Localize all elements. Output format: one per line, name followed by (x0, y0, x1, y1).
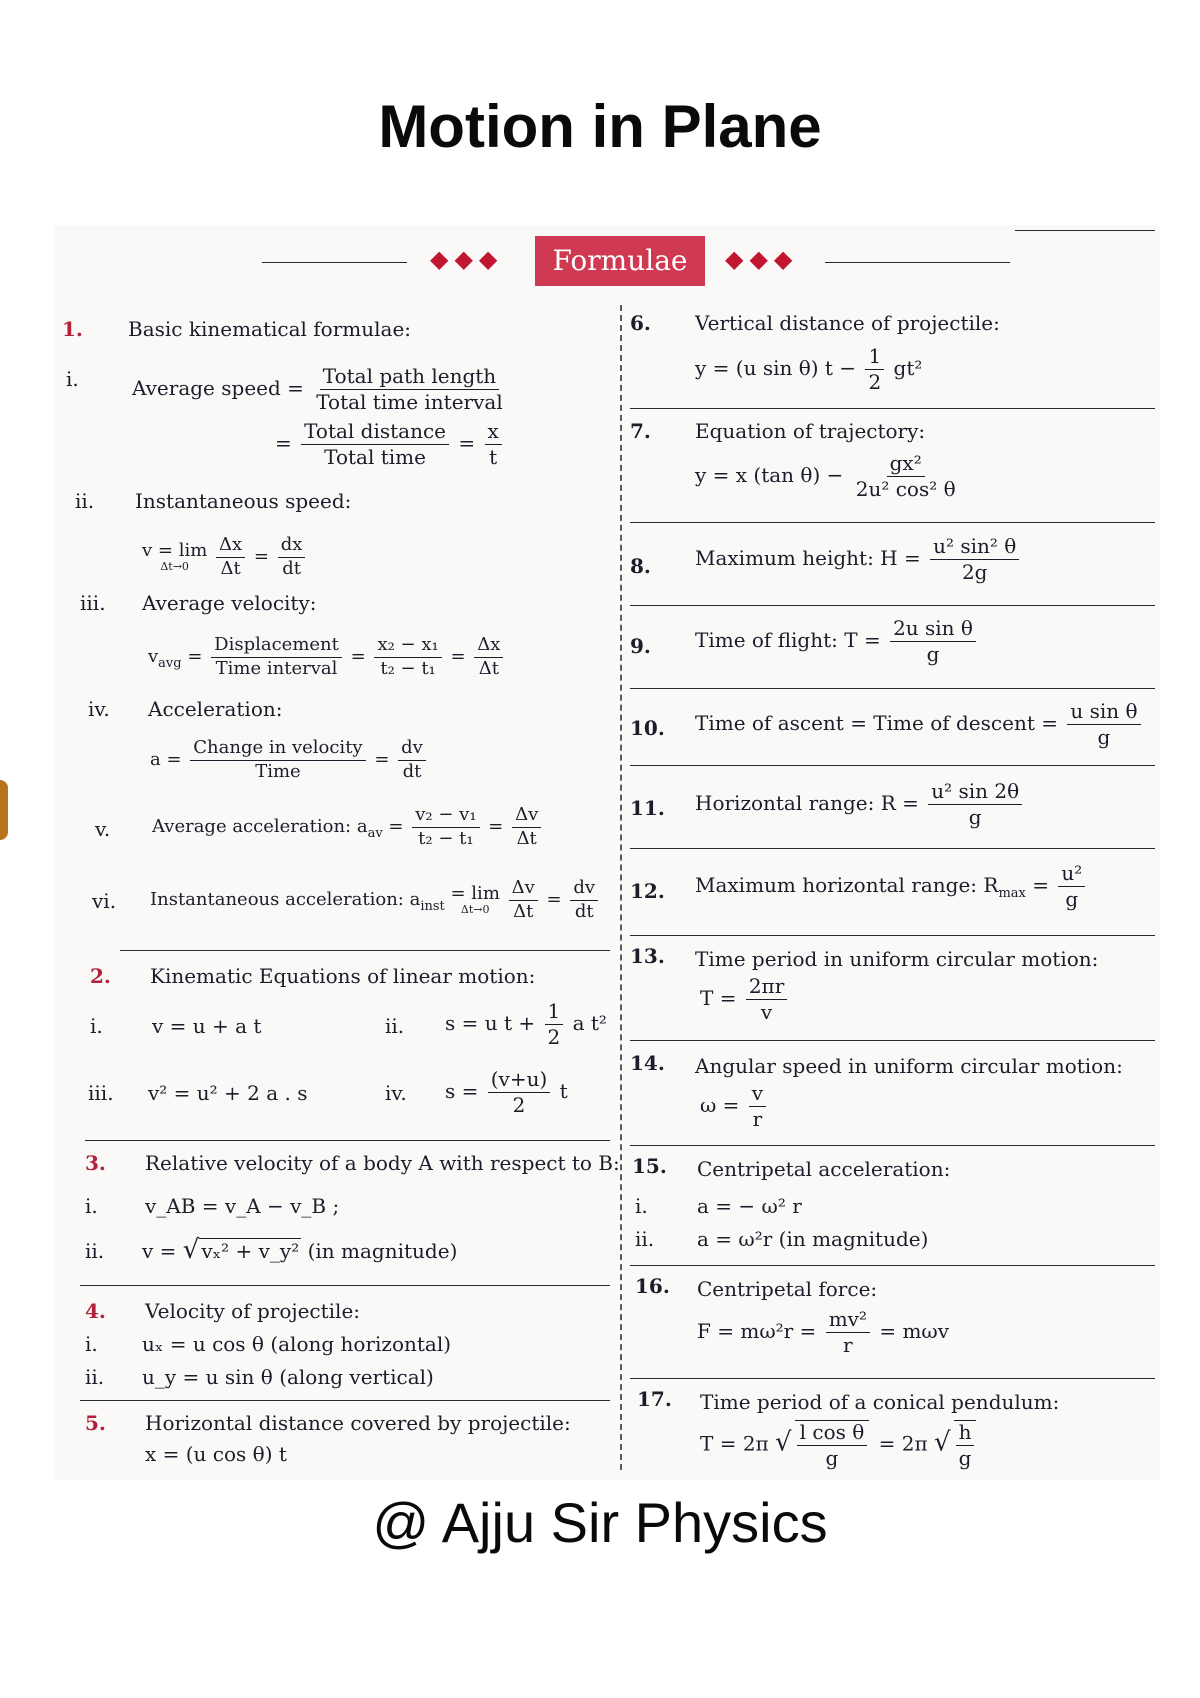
section-divider (630, 848, 1155, 849)
fraction (485, 420, 502, 469)
fraction (930, 535, 1019, 584)
equation-part: (in magnitude) (307, 1239, 458, 1263)
section-divider (120, 950, 610, 951)
formula-label: Maximum height: H = (695, 546, 921, 570)
formula-time-of-flight (695, 617, 979, 666)
numerator: mv² (826, 1308, 870, 1333)
watermark-credit: @ Ajju Sir Physics (372, 1491, 828, 1554)
equation-part: gt² (893, 356, 923, 380)
formula-time-of-ascent (695, 700, 1144, 749)
denominator: Total time (324, 445, 426, 469)
denominator: Time interval (215, 657, 338, 679)
subscript: max (998, 886, 1026, 901)
section-number: 12. (630, 879, 665, 903)
denominator: t₂ − t₁ (380, 657, 436, 679)
formula-maximum-height (695, 535, 1022, 584)
denominator: Δt (478, 657, 499, 679)
formula-instantaneous-acceleration (150, 878, 601, 922)
numerator: dv (570, 878, 598, 901)
equals: = (187, 646, 203, 668)
item-number: iv. (385, 1081, 407, 1105)
item-number: i. (85, 1194, 98, 1218)
section-divider (85, 1140, 610, 1141)
numerator: x (485, 420, 502, 445)
formula-vertical-distance (695, 345, 922, 394)
item-number: i. (66, 367, 79, 391)
numerator: dx (278, 535, 306, 558)
section-number: 7. (630, 419, 651, 443)
numerator: (v+u) (488, 1068, 551, 1093)
equation-part: a t² (572, 1011, 607, 1035)
section-number: 9. (630, 634, 651, 658)
denominator: g (968, 805, 982, 829)
formula-vertical-velocity: u_y = u sin θ (along vertical) (142, 1365, 434, 1389)
fraction (746, 975, 787, 1024)
formula-average-velocity (148, 635, 506, 679)
fraction (1067, 700, 1140, 749)
numerator: h (956, 1421, 975, 1446)
formula-centripetal-acceleration-magnitude: a = ω²r (in magnitude) (697, 1227, 929, 1251)
section-divider (630, 605, 1155, 606)
formula-label: Time of flight: T = (695, 628, 881, 652)
equals: = (1032, 873, 1050, 897)
equals: = (275, 431, 292, 455)
section-number: 16. (635, 1274, 670, 1298)
fraction (826, 1308, 870, 1357)
fraction (570, 878, 598, 922)
formula-horizontal-velocity: uₓ = u cos θ (along horizontal) (142, 1332, 452, 1356)
formula-second-equation (445, 1000, 607, 1049)
limit-subscript: Δt→0 (460, 903, 490, 917)
diamond-ornament-right: ◆◆◆ (725, 245, 799, 273)
equation-part: y = x (tan θ) − (695, 463, 844, 487)
equals: = (253, 546, 269, 568)
item-number: ii. (385, 1014, 405, 1038)
equation-part: ω = (700, 1093, 740, 1117)
fraction (853, 452, 959, 501)
section-heading: Kinematic Equations of linear motion: (150, 964, 536, 988)
section-divider (630, 1040, 1155, 1041)
numerator: v (749, 1082, 766, 1107)
denominator: Δt (220, 557, 241, 579)
denominator: g (926, 642, 940, 666)
top-right-rule (1015, 230, 1155, 231)
formula-relative-velocity: v_AB = v_A − v_B ; (145, 1194, 340, 1218)
section-number: 11. (630, 796, 665, 820)
section-divider (630, 935, 1155, 936)
fraction (512, 805, 541, 849)
section-number: 13. (630, 944, 665, 968)
fraction (890, 617, 976, 666)
subscript: av (367, 825, 383, 841)
equals: = (546, 889, 562, 911)
numerator: gx² (887, 452, 925, 477)
formulae-banner: Formulae (535, 236, 705, 286)
numerator: Change in velocity (190, 738, 365, 761)
denominator: 2 (547, 1025, 561, 1049)
fraction (374, 635, 441, 679)
formula-circular-period (700, 975, 790, 1024)
column-divider (620, 305, 622, 1470)
item-number: iii. (88, 1081, 114, 1105)
equation-part: = 2π (878, 1431, 928, 1456)
denominator: r (843, 1333, 853, 1357)
fraction (301, 420, 449, 469)
formula-label: Instantaneous acceleration: a (150, 889, 421, 911)
section-number: 5. (85, 1411, 106, 1435)
formula-average-speed-cont (275, 420, 505, 469)
section-divider (80, 1285, 610, 1286)
formula-horizontal-distance: x = (u cos θ) t (145, 1442, 287, 1466)
denominator: t (489, 445, 498, 469)
item-number: ii. (85, 1365, 105, 1389)
subscript: inst (420, 898, 445, 914)
numerator: u² sin 2θ (928, 780, 1022, 805)
denominator: g (1065, 887, 1079, 911)
formula-relative-velocity-magnitude (142, 1236, 457, 1266)
section-number: 1. (62, 317, 83, 341)
fraction (398, 738, 426, 782)
equation-part: F = mω²r = (697, 1319, 817, 1343)
fraction (211, 635, 342, 679)
item-label: Acceleration: (148, 697, 283, 721)
item-number: i. (635, 1194, 648, 1218)
section-heading: Time period in uniform circular motion: (695, 947, 1099, 971)
denominator: dt (574, 900, 594, 922)
equals: = (350, 646, 366, 668)
formula-label: Maximum horizontal range: R (695, 873, 999, 897)
denominator: r (752, 1107, 763, 1131)
formula-first-equation: v = u + a t (152, 1014, 262, 1038)
limit-prefix: = lim (450, 882, 500, 904)
fraction (190, 738, 365, 782)
numerator: Δx (216, 535, 245, 558)
fraction (488, 1068, 551, 1117)
section-number: 15. (632, 1154, 667, 1178)
fraction (412, 805, 479, 849)
item-label: Instantaneous speed: (135, 489, 352, 513)
item-label: Average velocity: (142, 591, 317, 615)
fraction (313, 365, 505, 414)
equation-part: y = (u sin θ) t − (695, 356, 857, 380)
equation-part: T = 2π (700, 1431, 769, 1456)
numerator: 1 (545, 1000, 564, 1025)
equals: = (388, 816, 404, 838)
section-heading: Centripetal acceleration: (697, 1157, 951, 1181)
numerator: u² sin² θ (930, 535, 1019, 560)
denominator: dt (282, 557, 301, 579)
formula-angular-speed (700, 1082, 769, 1131)
formula-maximum-range (695, 862, 1088, 911)
denominator: dt (402, 760, 422, 782)
section-number: 10. (630, 716, 665, 740)
section-number: 6. (630, 311, 651, 335)
section-divider (630, 1265, 1155, 1266)
denominator: 2g (961, 560, 988, 584)
item-number: v. (95, 817, 111, 841)
item-number: ii. (85, 1239, 105, 1263)
denominator: t₂ − t₁ (418, 827, 474, 849)
fraction (474, 635, 503, 679)
section-heading: Equation of trajectory: (695, 419, 926, 443)
item-number: i. (90, 1014, 103, 1038)
diamond-ornament-left: ◆◆◆ (430, 245, 504, 273)
section-heading: Horizontal distance covered by projectile: (145, 1411, 571, 1435)
section-divider (630, 522, 1155, 523)
item-number: iv. (88, 697, 110, 721)
square-root-sign: √ (182, 1235, 200, 1265)
section-divider (630, 688, 1155, 689)
section-heading: Time period of a conical pendulum: (700, 1390, 1060, 1414)
formula-fourth-equation (445, 1068, 568, 1117)
formula-third-equation: v² = u² + 2 a . s (148, 1081, 308, 1105)
formula-average-acceleration (152, 805, 544, 849)
formula-centripetal-acceleration-vector: a = − ω² r (697, 1194, 802, 1218)
formula-average-speed (132, 365, 509, 414)
denominator: v (760, 1000, 773, 1024)
section-number: 2. (90, 964, 111, 988)
fraction (545, 1000, 564, 1049)
banner-rule-left (262, 262, 407, 263)
denominator: 2 (868, 370, 882, 394)
limit-prefix: v = lim (142, 539, 208, 561)
denominator: g (825, 1446, 839, 1470)
item-number: ii. (635, 1227, 655, 1251)
formula-horizontal-range (695, 780, 1025, 829)
fraction (278, 535, 306, 579)
section-divider (80, 1400, 610, 1401)
item-number: ii. (75, 489, 95, 513)
numerator: dv (398, 738, 426, 761)
section-heading: Velocity of projectile: (145, 1299, 361, 1323)
subscript: avg (158, 655, 182, 671)
fraction (1058, 862, 1085, 911)
formula-label: Horizontal range: R = (695, 791, 919, 815)
section-heading: Basic kinematical formulae: (128, 317, 412, 341)
symbol: a = (150, 749, 182, 771)
formula-label: Average acceleration: a (152, 816, 368, 838)
fraction (749, 1082, 766, 1131)
square-root-sign: √ (934, 1427, 951, 1458)
radicand: vₓ² + v_y² (201, 1239, 300, 1263)
formula-label: Average speed = (132, 376, 304, 400)
numerator: v₂ − v₁ (412, 805, 479, 828)
section-number: 14. (630, 1051, 665, 1075)
fraction (509, 878, 538, 922)
formula-label: Time of ascent = Time of descent = (695, 711, 1058, 735)
square-root-sign: √ (775, 1427, 792, 1458)
numerator: l cos θ (797, 1421, 868, 1446)
section-heading: Vertical distance of projectile: (695, 311, 1000, 335)
numerator: 2πr (746, 975, 787, 1000)
equation-part: T = (700, 986, 737, 1010)
equation-part: = mωv (879, 1319, 950, 1343)
equation-part: v = (142, 1239, 177, 1263)
section-number: 4. (85, 1299, 106, 1323)
page-title: Motion in Plane (378, 93, 822, 160)
denominator: 2u² cos² θ (855, 477, 956, 501)
page-edge-mark (0, 780, 8, 840)
equals: = (374, 749, 390, 771)
section-divider (630, 1145, 1155, 1146)
denominator: Total time interval (316, 390, 503, 414)
denominator: Time (255, 760, 301, 782)
numerator: Δv (509, 878, 538, 901)
section-heading: Centripetal force: (697, 1277, 878, 1301)
denominator: g (958, 1446, 972, 1470)
numerator: Δv (512, 805, 541, 828)
equation-part: s = u t + (445, 1011, 536, 1035)
formula-conical-pendulum (700, 1420, 979, 1470)
section-number: 8. (630, 554, 651, 578)
section-heading: Relative velocity of a body A with respect to B: (145, 1151, 620, 1175)
limit-subscript: Δt→0 (160, 560, 189, 574)
equals: = (458, 431, 476, 455)
section-heading: Angular speed in uniform circular motion: (695, 1054, 1123, 1078)
section-number: 17. (637, 1387, 672, 1411)
numerator: x₂ − x₁ (374, 635, 441, 658)
equation-part: s = (445, 1079, 479, 1103)
formula-instantaneous-speed (142, 535, 308, 579)
numerator: Displacement (211, 635, 342, 658)
numerator: Total distance (301, 420, 449, 445)
item-number: vi. (92, 889, 117, 913)
formula-trajectory (695, 452, 962, 501)
item-number: iii. (80, 591, 106, 615)
section-divider (630, 1378, 1155, 1379)
denominator: g (1097, 725, 1111, 749)
equals: = (450, 646, 466, 668)
equation-part: t (559, 1079, 568, 1103)
fraction (216, 535, 245, 579)
numerator: Total path length (320, 365, 499, 390)
section-divider (630, 765, 1155, 766)
numerator: u² (1058, 862, 1085, 887)
numerator: Δx (474, 635, 503, 658)
fraction (795, 1420, 870, 1470)
numerator: 2u sin θ (890, 617, 976, 642)
denominator: Δt (516, 827, 537, 849)
fraction (954, 1420, 977, 1470)
formula-centripetal-force (697, 1308, 949, 1357)
numerator: 1 (865, 345, 884, 370)
section-divider (630, 408, 1155, 409)
symbol: v (148, 646, 159, 668)
numerator: u sin θ (1067, 700, 1140, 725)
item-number: i. (85, 1332, 98, 1356)
banner-rule-right (825, 262, 1010, 263)
denominator: Δt (513, 900, 534, 922)
equals: = (488, 816, 504, 838)
fraction (928, 780, 1022, 829)
formula-acceleration (150, 738, 429, 782)
section-number: 3. (85, 1151, 106, 1175)
fraction (865, 345, 884, 394)
denominator: 2 (512, 1093, 526, 1117)
